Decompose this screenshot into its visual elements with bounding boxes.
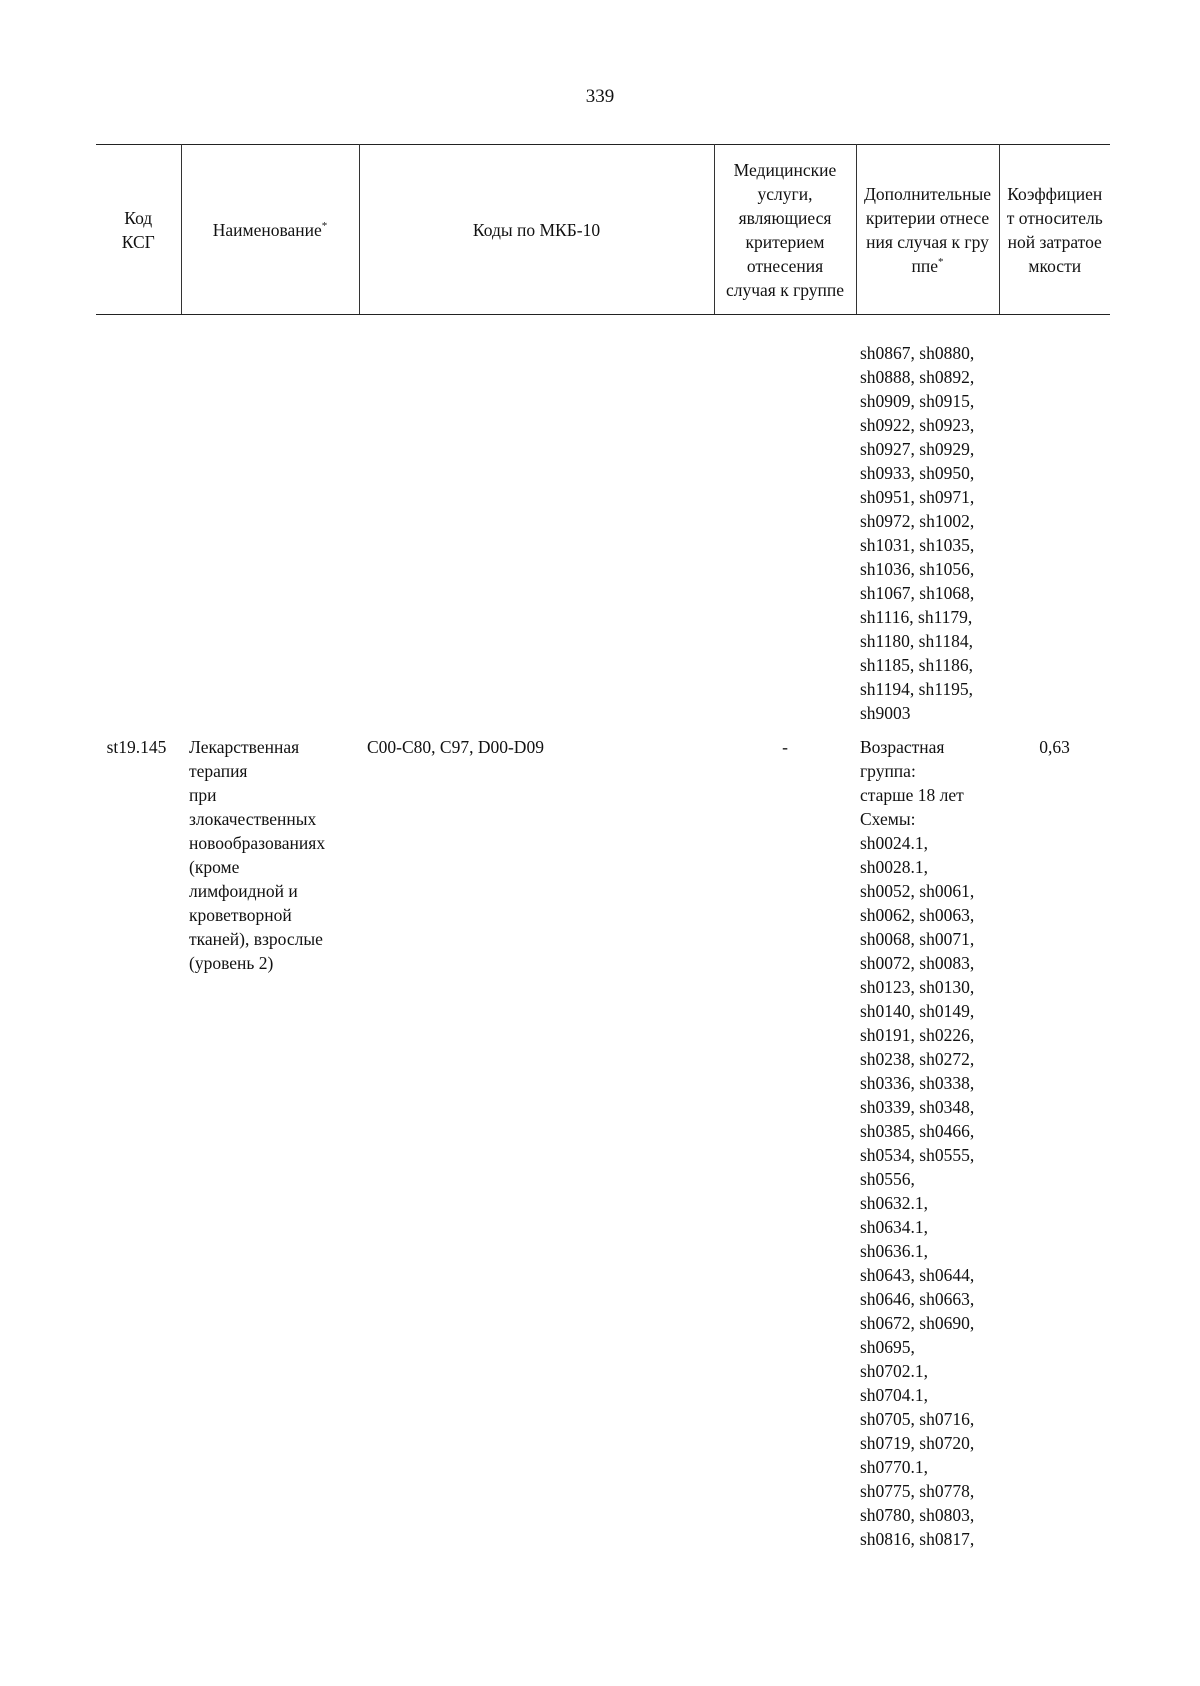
extra-criteria-line: sh0672, sh0690, — [860, 1313, 975, 1333]
ksg-name-line: терапия — [189, 761, 248, 781]
extra-criteria-line: sh0191, sh0226, — [860, 1025, 975, 1045]
extra-criteria-line: sh0719, sh0720, — [860, 1433, 975, 1453]
extra-criteria-line: sh0028.1, — [860, 857, 929, 877]
table-row — [96, 735, 1110, 1551]
extra-criteria-line: sh0816, sh0817, — [860, 1529, 975, 1549]
ksg-name-line: (кроме — [189, 857, 240, 877]
extra-criteria-line: sh0927, sh0929, — [860, 439, 975, 459]
extra-criteria-line: sh1036, sh1056, — [860, 559, 975, 579]
ksg-table — [96, 144, 1110, 1551]
extra-criteria-line: sh1185, sh1186, — [860, 655, 973, 675]
extra-criteria-line: sh9003 — [860, 703, 911, 723]
extra-criteria-line: старше 18 лет — [860, 785, 964, 805]
header-coefficient: Коэффициент относительной затратоемкости — [999, 145, 1110, 315]
extra-criteria-line: sh0646, sh0663, — [860, 1289, 975, 1309]
extra-criteria-line: sh0951, sh0971, — [860, 487, 975, 507]
coefficient-value: 0,63 — [1039, 737, 1070, 757]
extra-criteria-line: sh0556, — [860, 1169, 915, 1189]
extra-criteria-line: sh0922, sh0923, — [860, 415, 975, 435]
extra-criteria-line: sh0634.1, — [860, 1217, 929, 1237]
header-name: Наименование* — [181, 145, 359, 315]
extra-criteria-line: sh0140, sh0149, — [860, 1001, 975, 1021]
extra-criteria-line: sh1067, sh1068, — [860, 583, 975, 603]
extra-criteria-line: sh1180, sh1184, — [860, 631, 973, 651]
extra-criteria-line: sh0702.1, — [860, 1361, 929, 1381]
continuation-extra-cell — [856, 341, 999, 725]
ksg-name-line: новообразованиях — [189, 833, 326, 853]
extra-criteria-cell — [856, 735, 999, 1551]
ksg-name-line: (уровень 2) — [189, 953, 274, 973]
extra-criteria-line: sh0770.1, — [860, 1457, 929, 1477]
header-services: Медицинские услуги, являющиеся критерием отнесения случая к группе — [714, 145, 856, 315]
extra-criteria-line: sh0062, sh0063, — [860, 905, 975, 925]
extra-criteria-line: sh0534, sh0555, — [860, 1145, 975, 1165]
extra-criteria-line: sh0068, sh0071, — [860, 929, 975, 949]
extra-criteria-line: sh0643, sh0644, — [860, 1265, 975, 1285]
extra-criteria-line: sh0632.1, — [860, 1193, 929, 1213]
ksg-name-line: лимфоидной и — [189, 881, 298, 901]
ksg-name-line: кроветворной — [189, 905, 292, 925]
medical-services: - — [782, 737, 788, 757]
extra-criteria-line: sh1194, sh1195, — [860, 679, 973, 699]
mkb-codes: C00-C80, C97, D00-D09 — [367, 737, 544, 757]
extra-criteria-line: sh0052, sh0061, — [860, 881, 975, 901]
header-code: Код КСГ — [96, 145, 181, 315]
ksg-code: st19.145 — [106, 737, 167, 757]
extra-criteria-line: sh0909, sh0915, — [860, 391, 975, 411]
extra-criteria-line: sh0972, sh1002, — [860, 511, 975, 531]
extra-criteria-line: sh0888, sh0892, — [860, 367, 975, 387]
extra-criteria-line: sh0704.1, — [860, 1385, 929, 1405]
header-mkb: Коды по МКБ-10 — [359, 145, 714, 315]
extra-criteria-line: sh0695, — [860, 1337, 915, 1357]
ksg-name-line: при — [189, 785, 217, 805]
page-number: 339 — [585, 86, 615, 107]
extra-criteria-line: sh1031, sh1035, — [860, 535, 975, 555]
extra-criteria-line: sh0933, sh0950, — [860, 463, 975, 483]
extra-criteria-line: sh0123, sh0130, — [860, 977, 975, 997]
footnote-mark: * — [321, 219, 328, 232]
extra-criteria-line: sh0775, sh0778, — [860, 1481, 975, 1501]
header-extra: Дополнительные критерии отнесения случая к группе* — [856, 145, 999, 315]
table-row-continuation — [96, 341, 1110, 725]
extra-criteria-line: sh0705, sh0716, — [860, 1409, 975, 1429]
extra-criteria-line: sh0339, sh0348, — [860, 1097, 975, 1117]
extra-criteria-line: sh0636.1, — [860, 1241, 929, 1261]
footnote-mark: * — [938, 255, 944, 268]
extra-criteria-line: sh0867, sh0880, — [860, 343, 975, 363]
ksg-name-line: Лекарственная — [189, 737, 300, 757]
ksg-name-line: тканей), взрослые — [189, 929, 323, 949]
extra-criteria-line: sh1116, sh1179, — [860, 607, 973, 627]
extra-criteria-line: Схемы: — [860, 809, 916, 829]
extra-criteria-line: группа: — [860, 761, 916, 781]
extra-criteria-line: sh0385, sh0466, — [860, 1121, 975, 1141]
extra-criteria-line: sh0024.1, — [860, 833, 929, 853]
extra-criteria-line: Возрастная — [860, 737, 945, 757]
extra-criteria-line: sh0780, sh0803, — [860, 1505, 975, 1525]
ksg-name-line: злокачественных — [189, 809, 317, 829]
extra-criteria-line: sh0238, sh0272, — [860, 1049, 975, 1069]
extra-criteria-line: sh0336, sh0338, — [860, 1073, 975, 1093]
extra-criteria-line: sh0072, sh0083, — [860, 953, 975, 973]
ksg-name-cell — [181, 735, 359, 1551]
table-header-row — [96, 145, 1110, 315]
